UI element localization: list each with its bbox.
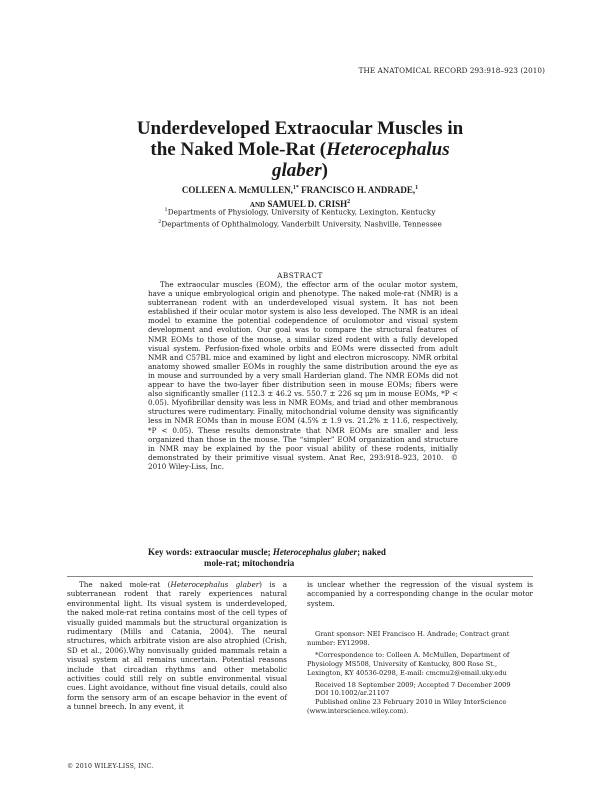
abstract-copyright: © 2010 Wiley-Liss, Inc. — [148, 452, 458, 471]
author-2-sup: 1 — [415, 185, 419, 191]
grant-note: Grant sponsor: NEI Francisco H. Andrade; Contract grant number: EY12998. — [307, 630, 510, 647]
correspondence-note: *Correspondence to: Colleen A. McMullen, Department of Physiology MS508, University of Kentucky, 800 Rose St., Lexington, KY 40536-0298, E-mail: cmcmu2@email.uky.edu — [307, 650, 510, 677]
keyword-1: extraocular muscle; — [194, 547, 271, 557]
article-title — [60, 118, 540, 181]
running-head: THE ANATOMICAL RECORD 293:918–923 (2010) — [358, 66, 545, 75]
author-1-sup: 1* — [292, 185, 299, 191]
affiliation-1 — [60, 205, 540, 217]
body-left-post: ) is a subterranean rodent that rarely experiences natural environmental light. Its visual system is underdeveloped, the naked mole-rat retina contains most of the cell types of visually guided mammals but the structural organization is rudimentary (Mills and Catania, 2004). The neural structures, which arbitrate vision are also atrophied (Crish, SD et al., 2006).Why nonvisually guided mammals retain a visual system at all remains uncertain. Potential reasons include that circadian rhythms and other metabolic activities could still rely on subtle environmental visual cues. Light avoidance, without fine visual details, could also form the sensory arm of an escape behavior in the event of a tunnel breech. In any event, it — [67, 580, 287, 712]
abstract-body — [148, 280, 458, 471]
title-species: glaber — [272, 160, 322, 181]
publisher-copyright: © 2010 WILEY-LISS, INC. — [67, 763, 154, 770]
abstract-text: The extraocular muscles (EOM), the effector arm of the ocular motor system, have a unique embryological origin and phenotype. The naked mole-rat (NMR) is a subterranean rodent with an underdeveloped visual system. It has not been established if their ocular motor system is also less developed. The NMR is an ideal model to examine the potential codependence of oculomotor and visual system development and evolution. Our goal was to compare the structural features of NMR EOMs to those of the mouse, a similar sized rodent with a fully developed visual system. Perfusion-fixed whole orbits and EOMs were dissected from adult NMR and C57BL mice and examined by light and electron microscopy. NMR orbital anatomy showed smaller EOMs in roughly the same distribution around the eye as in mouse and surrounded by a very small Harderian gland. The NMR EOMs did not appear to have the two-layer fiber distribution seen in mouse EOMs; fibers were also significantly smaller (112.3 ± 46.2 vs. 550.7 ± 226 sq μm in mouse EOMs, *P < 0.05). Myofibrillar density was less in NMR EOMs, and triad and other membranous structures were rudimentary. Finally, mitochondrial volume density was significantly less in NMR EOMs than in mouse EOM (4.5% ± 1.9 vs. 21.2% ± 11.6, respectively, *P < 0.05). These results demonstrate that NMR EOMs are smaller and less organized than those in the mouse. The “simpler” EOM organization and structure in NMR may be explained by the poor visual ability of these rodents, initially demonstrated by their primitive visual system. Anat Rec, 293:918–923, 2010. — [148, 280, 458, 462]
affiliation-1-text: Departments of Physiology, University of Kentucky, Lexington, Kentucky — [167, 207, 436, 217]
keyword-2: Heterocephalus glaber — [272, 547, 358, 557]
affiliation-2 — [60, 217, 540, 229]
and-word: AND — [249, 201, 266, 209]
affiliation-1-sup: 1 — [164, 207, 168, 213]
affiliation-2-sup: 2 — [158, 219, 162, 226]
affiliation-2-text: Departments of Ophthalmology, Vanderbilt University, Nashville, Tennessee — [161, 219, 442, 229]
footnotes — [307, 630, 533, 716]
keyword-2-suffix: ; naked — [357, 547, 386, 557]
title-line3-suffix: ) — [321, 160, 328, 181]
keywords — [148, 547, 460, 569]
section-divider — [67, 576, 533, 577]
body-left-pre: The naked mole-rat ( — [79, 580, 171, 589]
author-2: FRANCISCO H. ANDRADE, — [301, 185, 416, 195]
author-3: SAMUEL D. CRISH — [267, 199, 348, 209]
title-line2-prefix: the Naked Mole-Rat ( — [150, 139, 327, 160]
doi-note: DOI 10.1002/ar.21107 — [315, 689, 390, 698]
abstract-heading: ABSTRACT — [277, 271, 323, 280]
body-left-italic: Heterocephalus glaber — [170, 580, 260, 589]
affiliations — [60, 205, 540, 230]
author-3-sup: 2 — [347, 199, 351, 205]
title-line1: Underdeveloped Extraocular Muscles in — [136, 118, 464, 139]
published-note: Published online 23 February 2010 in Wiley InterScience (www.interscience.wiley.com). — [307, 698, 507, 716]
body-column-left — [67, 580, 287, 712]
received-note: Received 18 September 2009; Accepted 7 December 2009 — [315, 680, 511, 689]
author-1: COLLEEN A. McMULLEN, — [181, 185, 293, 195]
title-genus: Heterocephalus — [326, 139, 450, 160]
body-column-right: is unclear whether the regression of the visual system is accompanied by a corresponding change in the ocular motor system. — [307, 580, 533, 608]
keywords-label: Key words: — [148, 547, 193, 557]
keyword-3: mole-rat; mitochondria — [204, 558, 295, 568]
